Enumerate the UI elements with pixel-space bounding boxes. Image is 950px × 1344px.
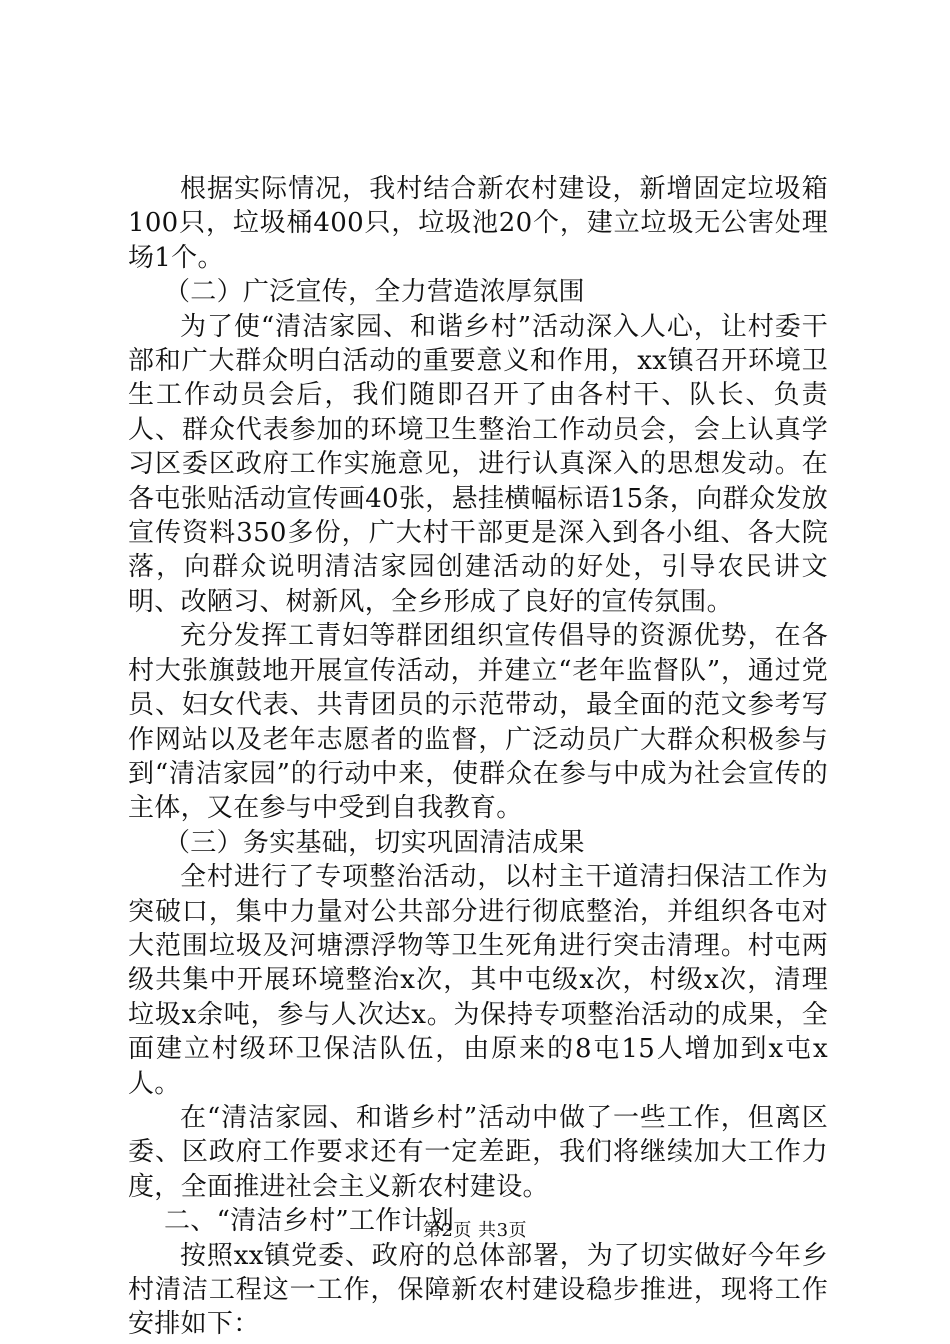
page-number-footer: 第2页 共3页 xyxy=(422,1220,528,1241)
section-heading-work-plan: 二、“清洁乡村”工作计划 xyxy=(164,1206,455,1237)
paragraph-publicity-campaign: 为了使“清洁家园、和谐乡村”活动深入人心，让村委干部和广大群众明白活动的重要意义和作用，xx镇召开环境卫生工作动员会后，我们随即召开了由各村干、队长、负责人、群众代表参加的环境卫生整治工作动员会，会上认真学习区委区政府工作实施意见，进行认真深入的思想发动。在各屯张贴活动宣传画40张，悬挂横幅标语15条，向群众发放宣传资料350多份，广大村干部更是深入到各小组、各大院落，向群众说明清洁家园创建活动的好处，引导农民讲文明、改陋习、树新风，全乡形成了良好的宣传氛围。 xyxy=(128,311,828,617)
paragraph-work-plan-intro: 按照xx镇党委、政府的总体部署，为了切实做好今年乡村清洁工程这一工作，保障新农村建设稳步推进，现将工作安排如下： xyxy=(128,1240,828,1340)
document-body xyxy=(128,172,828,1342)
paragraph-mass-organizations: 充分发挥工青妇等群团组织宣传倡导的资源优势，在各村大张旗鼓地开展宣传活动，并建立“老年监督队”，通过党员、妇女代表、共青团员的示范带动，最全面的范文参考写作网站以及老年志愿者的监督，广泛动员广大群众积极参与到“清洁家园”的行动中来，使群众在参与中成为社会宣传的主体，又在参与中受到自我教育。 xyxy=(128,621,828,824)
section-heading-consolidation: （三）务实基础，切实巩固清洁成果 xyxy=(164,827,585,858)
paragraph-special-rectification: 全村进行了专项整治活动，以村主干道清扫保洁工作为突破口，集中力量对公共部分进行彻底整治，并组织各屯对大范围垃圾及河塘漂浮物等卫生死角进行突击清理。村屯两级共集中开展环境整治x次，其中屯级x次，村级x次，清理垃圾x余吨，参与人次达x。为保持专项整治活动的成果，全面建立村级环卫保洁队伍，由原来的8屯15人增加到x屯x人。 xyxy=(128,862,828,1099)
paragraph-summary: 在“清洁家园、和谐乡村”活动中做了一些工作，但离区委、区政府工作要求还有一定差距，我们将继续加大工作力度，全面推进社会主义新农村建设。 xyxy=(128,1102,828,1202)
paragraph-facilities: 根据实际情况，我村结合新农村建设，新增固定垃圾箱100只，垃圾桶400只，垃圾池20个，建立垃圾无公害处理场1个。 xyxy=(128,174,828,273)
section-heading-publicity: （二）广泛宣传，全力营造浓厚氛围 xyxy=(164,277,585,308)
